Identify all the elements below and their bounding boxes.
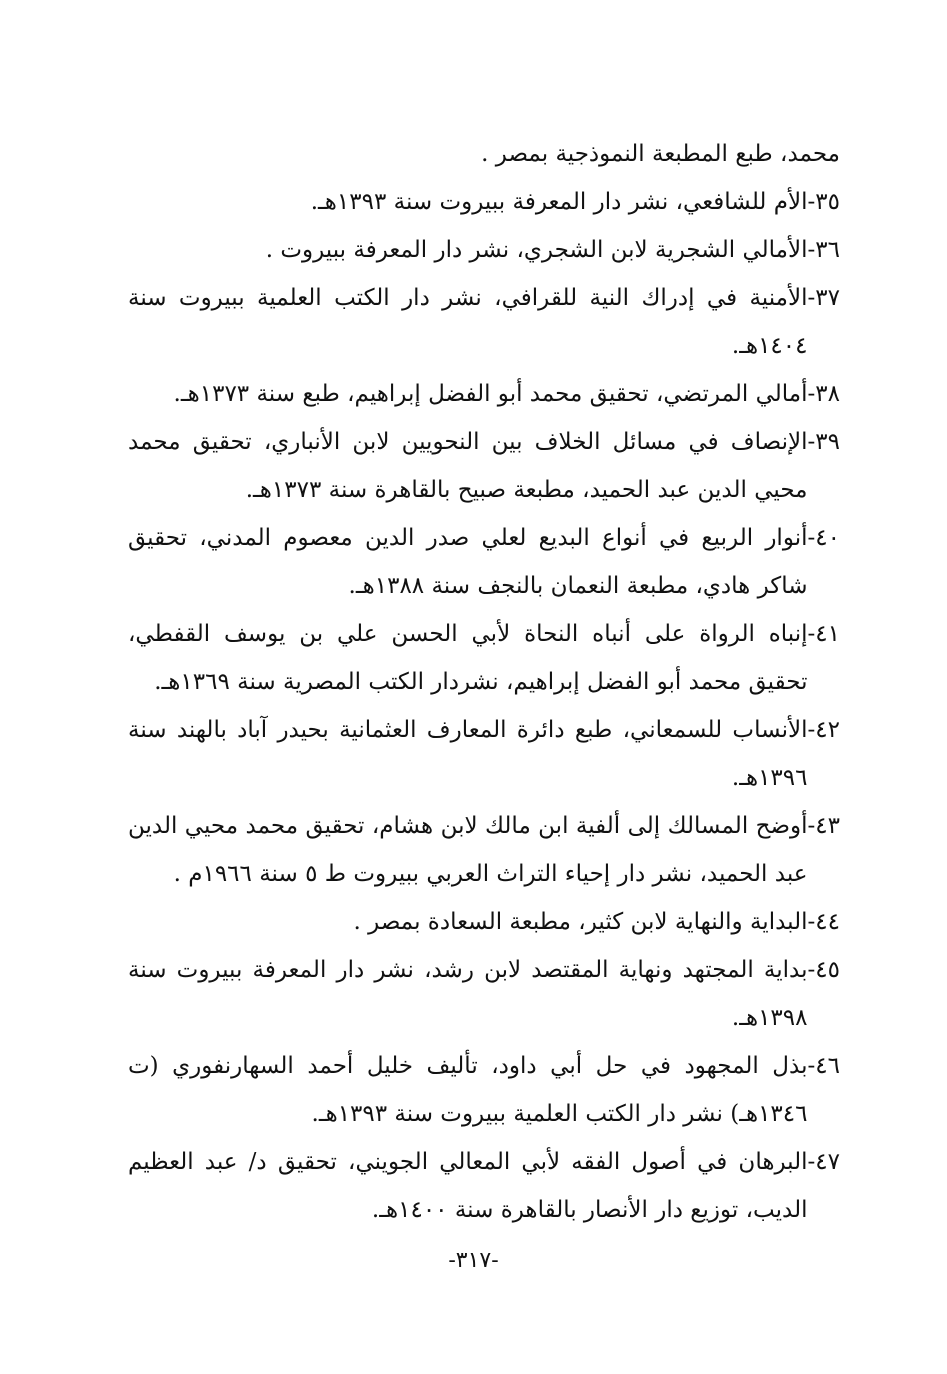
entry-text: بداية المجتهد ونهاية المقتصد لابن رشد، نشر دار المعرفة ببيروت سنة ١٣٩٨هـ. bbox=[128, 957, 808, 1031]
bibliography-entry bbox=[128, 706, 840, 802]
bibliography-entry bbox=[128, 898, 840, 946]
entry-text: بذل المجهود في حل أبي داود، تأليف خليل أحمد السهارنفوري (ت ١٣٤٦هـ) نشر دار الكتب العلمية ببيروت سنة ١٣٩٣هـ. bbox=[128, 1053, 808, 1127]
entry-text: الأمالي الشجرية لابن الشجري، نشر دار المعرفة ببيروت . bbox=[265, 237, 808, 263]
bibliography-entry bbox=[128, 514, 840, 610]
entry-number: ٣٩- bbox=[807, 429, 840, 455]
entry-number: ٤٢- bbox=[807, 717, 840, 743]
entry-text: الإنصاف في مسائل الخلاف بين النحويين لابن الأنباري، تحقيق محمد محيي الدين عبد الحميد، مطبعة صبيح بالقاهرة سنة ١٣٧٣هـ. bbox=[128, 429, 808, 503]
entry-text: أمالي المرتضي، تحقيق محمد أبو الفضل إبراهيم، طبع سنة ١٣٧٣هـ. bbox=[173, 381, 808, 407]
bibliography-entry bbox=[128, 1042, 840, 1138]
bibliography-entry bbox=[128, 610, 840, 706]
continued-entry-text: محمد، طبع المطبعة النموذجية بمصر . bbox=[481, 141, 840, 167]
entry-number: ٤٤- bbox=[807, 909, 840, 935]
bibliography-entry bbox=[128, 946, 840, 1042]
entry-text: البرهان في أصول الفقه لأبي المعالي الجويني، تحقيق د/ عبد العظيم الديب، توزيع دار الأنصار بالقاهرة سنة ١٤٠٠هـ. bbox=[128, 1149, 808, 1223]
entry-number: ٣٥- bbox=[807, 189, 840, 215]
entry-number: ٤٥- bbox=[807, 957, 840, 983]
entry-number: ٤٧- bbox=[807, 1149, 840, 1175]
bibliography-page bbox=[128, 130, 840, 1234]
entry-text: البداية والنهاية لابن كثير، مطبعة السعادة بمصر . bbox=[353, 909, 808, 935]
bibliography-entry bbox=[128, 802, 840, 898]
bibliography-list bbox=[128, 178, 840, 1234]
bibliography-entry bbox=[128, 418, 840, 514]
bibliography-entry bbox=[128, 178, 840, 226]
entry-text: الأمنية في إدراك النية للقرافي، نشر دار الكتب العلمية ببيروت سنة ١٤٠٤هـ. bbox=[128, 285, 808, 359]
entry-number: ٤٦- bbox=[807, 1053, 840, 1079]
entry-number: ٣٦- bbox=[807, 237, 840, 263]
page-number: -٣١٧- bbox=[448, 1248, 499, 1273]
entry-number: ٣٧- bbox=[807, 285, 840, 311]
entry-number: ٤١- bbox=[807, 621, 840, 647]
bibliography-entry bbox=[128, 274, 840, 370]
entry-text: أنوار الربيع في أنواع البديع لعلي صدر الدين معصوم المدني، تحقيق شاكر هادي، مطبعة النعمان بالنجف سنة ١٣٨٨هـ. bbox=[128, 525, 808, 599]
entry-text: الأنساب للسمعاني، طبع دائرة المعارف العثمانية بحيدر آباد بالهند سنة ١٣٩٦هـ. bbox=[128, 717, 808, 791]
bibliography-entry bbox=[128, 1138, 840, 1234]
entry-number: ٤٣- bbox=[807, 813, 840, 839]
entry-text: إنباه الرواة على أنباه النحاة لأبي الحسن علي بن يوسف القفطي، تحقيق محمد أبو الفضل إبراهيم، نشردار الكتب المصرية سنة ١٣٦٩هـ. bbox=[128, 621, 808, 695]
bibliography-entry bbox=[128, 370, 840, 418]
entry-number: ٣٨- bbox=[807, 381, 840, 407]
entry-number: ٤٠- bbox=[807, 525, 840, 551]
entry-text: الأم للشافعي، نشر دار المعرفة ببيروت سنة ١٣٩٣هـ. bbox=[310, 189, 808, 215]
entry-text: أوضح المسالك إلى ألفية ابن مالك لابن هشام، تحقيق محمد محيي الدين عبد الحميد، نشر دار إحياء التراث العربي ببيروت ط ٥ سنة ١٩٦٦م . bbox=[128, 813, 808, 887]
bibliography-entry bbox=[128, 226, 840, 274]
